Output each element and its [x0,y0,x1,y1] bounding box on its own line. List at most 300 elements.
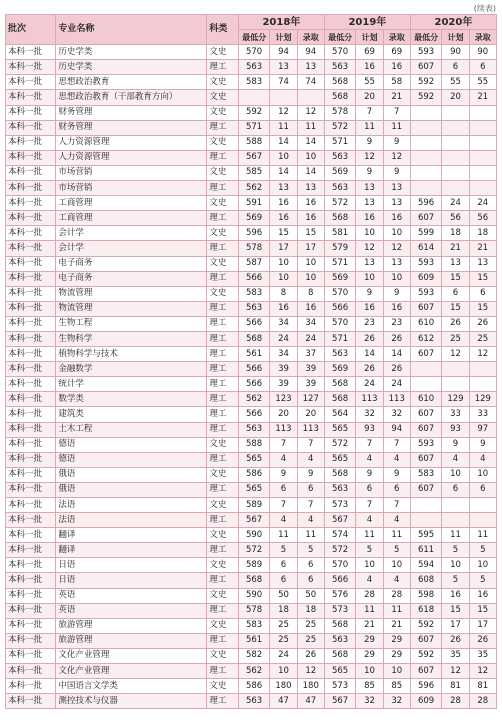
cell-min-score-2018: 563 [238,694,269,709]
header-plan: 计划 [270,30,297,45]
cell-admitted-2020: 10 [469,467,496,482]
cell-major: 生物科学 [56,331,207,346]
cell-admitted-2018: 10 [297,256,324,271]
cell-admitted-2019: 12 [383,241,410,256]
cell-plan-2020: 129 [442,392,469,407]
cell-plan-2018: 34 [270,347,297,362]
cell-admitted-2018 [297,90,324,105]
cell-plan-2018: 6 [270,558,297,573]
cell-batch: 本科一批 [6,362,56,377]
cell-major: 测控技术与仪器 [56,694,207,709]
cell-min-score-2020: 609 [410,694,441,709]
cell-major: 数学类 [56,392,207,407]
cell-min-score-2018: 569 [238,211,269,226]
cell-plan-2020: 33 [442,407,469,422]
cell-major: 英语 [56,603,207,618]
cell-batch: 本科一批 [6,573,56,588]
cell-major: 土木工程 [56,422,207,437]
table-row [6,573,497,588]
cell-admitted-2019: 32 [383,407,410,422]
table-row [6,392,497,407]
cell-admitted-2020: 6 [469,482,496,497]
cell-batch: 本科一批 [6,45,56,60]
cell-admitted-2019: 16 [383,60,410,75]
cell-min-score-2018: 566 [238,362,269,377]
cell-plan-2020: 90 [442,45,469,60]
table-row [6,618,497,633]
cell-min-score-2020 [410,135,441,150]
table-row [6,664,497,679]
cell-batch: 本科一批 [6,135,56,150]
table-row [6,105,497,120]
cell-category: 理工 [207,482,238,497]
cell-category: 文史 [207,226,238,241]
cell-plan-2020 [442,165,469,180]
cell-min-score-2020: 611 [410,543,441,558]
cell-min-score-2020: 599 [410,226,441,241]
cell-plan-2020: 26 [442,316,469,331]
cell-min-score-2020: 593 [410,286,441,301]
cell-admitted-2018: 12 [297,105,324,120]
cell-category: 理工 [207,407,238,422]
table-row [6,513,497,528]
cell-plan-2018: 13 [270,60,297,75]
cell-min-score-2019: 568 [324,392,355,407]
cell-category: 理工 [207,120,238,135]
cell-major: 市场营销 [56,181,207,196]
cell-category: 理工 [207,543,238,558]
cell-plan-2020 [442,513,469,528]
cell-plan-2020: 15 [442,271,469,286]
continued-note: (续表) [473,4,496,13]
cell-admitted-2019: 16 [383,211,410,226]
cell-plan-2020: 16 [442,588,469,603]
header-plan: 计划 [356,30,383,45]
cell-admitted-2020 [469,105,496,120]
cell-plan-2020: 5 [442,543,469,558]
cell-batch: 本科一批 [6,558,56,573]
cell-plan-2018: 50 [270,588,297,603]
cell-admitted-2019: 7 [383,498,410,513]
cell-min-score-2020: 607 [410,211,441,226]
cell-category: 理工 [207,271,238,286]
cell-category: 理工 [207,633,238,648]
table-row [6,150,497,165]
cell-min-score-2019: 568 [324,90,355,105]
cell-batch: 本科一批 [6,211,56,226]
cell-admitted-2018: 25 [297,618,324,633]
cell-min-score-2020: 592 [410,648,441,663]
table-row [6,60,497,75]
cell-batch: 本科一批 [6,331,56,346]
cell-plan-2018: 123 [270,392,297,407]
cell-major: 人力资源管理 [56,150,207,165]
cell-plan-2020: 12 [442,347,469,362]
cell-admitted-2020: 26 [469,633,496,648]
cell-min-score-2018: 562 [238,392,269,407]
table-row [6,347,497,362]
cell-plan-2018: 12 [270,105,297,120]
cell-batch: 本科一批 [6,60,56,75]
cell-admitted-2018: 7 [297,498,324,513]
cell-plan-2020: 6 [442,286,469,301]
cell-plan-2018: 39 [270,362,297,377]
header-admitted: 录取 [469,30,496,45]
cell-admitted-2018: 5 [297,543,324,558]
cell-plan-2020: 15 [442,603,469,618]
cell-plan-2019: 4 [356,452,383,467]
cell-plan-2019: 14 [356,347,383,362]
cell-batch: 本科一批 [6,543,56,558]
cell-min-score-2019: 572 [324,120,355,135]
cell-min-score-2019: 567 [324,694,355,709]
cell-major: 会计学 [56,226,207,241]
cell-batch: 本科一批 [6,316,56,331]
cell-batch: 本科一批 [6,603,56,618]
cell-plan-2020: 55 [442,75,469,90]
header-admitted: 录取 [297,30,324,45]
cell-min-score-2019: 564 [324,407,355,422]
cell-plan-2019: 10 [356,271,383,286]
cell-admitted-2020 [469,120,496,135]
cell-admitted-2020: 33 [469,407,496,422]
cell-admitted-2018: 50 [297,588,324,603]
table-row [6,226,497,241]
table-row [6,286,497,301]
cell-major: 电子商务 [56,256,207,271]
cell-major: 植物科学与技术 [56,347,207,362]
cell-admitted-2020: 35 [469,648,496,663]
cell-plan-2019: 29 [356,633,383,648]
table-row [6,467,497,482]
cell-major: 物流管理 [56,301,207,316]
header-min-score: 最低分 [410,30,441,45]
cell-admitted-2019: 29 [383,633,410,648]
cell-plan-2020: 4 [442,452,469,467]
cell-min-score-2020: 607 [410,422,441,437]
cell-min-score-2019: 563 [324,150,355,165]
cell-min-score-2019: 568 [324,211,355,226]
cell-major: 翻译 [56,528,207,543]
cell-plan-2019: 21 [356,618,383,633]
cell-min-score-2018: 588 [238,135,269,150]
cell-batch: 本科一批 [6,105,56,120]
cell-plan-2019: 32 [356,694,383,709]
cell-admitted-2020: 21 [469,90,496,105]
table-row [6,331,497,346]
cell-admitted-2020: 5 [469,543,496,558]
cell-min-score-2020 [410,181,441,196]
cell-admitted-2019: 9 [383,467,410,482]
table-row [6,120,497,135]
cell-batch: 本科一批 [6,256,56,271]
table-row [6,196,497,211]
header-year-2018: 2018年 [238,15,324,30]
cell-plan-2019: 11 [356,603,383,618]
cell-admitted-2019: 4 [383,452,410,467]
cell-min-score-2018: 561 [238,347,269,362]
cell-plan-2020: 17 [442,618,469,633]
cell-plan-2019: 11 [356,528,383,543]
cell-min-score-2018: 566 [238,407,269,422]
cell-plan-2018: 7 [270,498,297,513]
cell-admitted-2018: 6 [297,482,324,497]
cell-admitted-2020 [469,150,496,165]
cell-min-score-2018: 578 [238,603,269,618]
cell-major: 工商管理 [56,211,207,226]
cell-admitted-2019: 26 [383,362,410,377]
cell-plan-2019: 20 [356,90,383,105]
cell-admitted-2019: 113 [383,392,410,407]
cell-admitted-2020 [469,135,496,150]
cell-plan-2018: 5 [270,543,297,558]
cell-plan-2020: 20 [442,90,469,105]
cell-category: 文史 [207,75,238,90]
cell-major: 翻译 [56,543,207,558]
cell-category: 文史 [207,467,238,482]
cell-admitted-2019: 24 [383,377,410,392]
cell-category: 理工 [207,452,238,467]
cell-plan-2018: 16 [270,211,297,226]
cell-min-score-2019: 563 [324,633,355,648]
cell-plan-2020 [442,377,469,392]
cell-plan-2019: 5 [356,543,383,558]
header-year-2020: 2020年 [410,15,496,30]
cell-batch: 本科一批 [6,75,56,90]
cell-category: 理工 [207,513,238,528]
cell-min-score-2020: 593 [410,437,441,452]
cell-admitted-2018: 8 [297,286,324,301]
cell-min-score-2018: 578 [238,241,269,256]
cell-admitted-2020: 15 [469,301,496,316]
cell-min-score-2020: 594 [410,558,441,573]
table-row [6,211,497,226]
cell-category: 理工 [207,347,238,362]
cell-batch: 本科一批 [6,196,56,211]
cell-category: 文史 [207,437,238,452]
cell-plan-2019: 13 [356,181,383,196]
cell-admitted-2019: 13 [383,196,410,211]
cell-min-score-2020: 608 [410,573,441,588]
cell-plan-2020 [442,105,469,120]
cell-min-score-2020: 592 [410,90,441,105]
cell-major: 统计学 [56,377,207,392]
cell-category: 文史 [207,679,238,694]
cell-plan-2018: 20 [270,407,297,422]
cell-min-score-2019: 567 [324,513,355,528]
cell-admitted-2019: 10 [383,271,410,286]
cell-admitted-2020: 17 [469,618,496,633]
cell-min-score-2018: 565 [238,452,269,467]
cell-min-score-2018: 589 [238,558,269,573]
cell-min-score-2019: 570 [324,316,355,331]
cell-plan-2019: 26 [356,362,383,377]
cell-min-score-2020: 607 [410,347,441,362]
cell-min-score-2020: 596 [410,196,441,211]
cell-plan-2019: 7 [356,437,383,452]
cell-admitted-2018: 127 [297,392,324,407]
cell-min-score-2018: 586 [238,467,269,482]
cell-min-score-2019: 568 [324,618,355,633]
cell-admitted-2018: 4 [297,513,324,528]
cell-batch: 本科一批 [6,498,56,513]
table-row [6,362,497,377]
cell-major: 文化产业管理 [56,648,207,663]
cell-min-score-2018: 566 [238,271,269,286]
cell-min-score-2019: 576 [324,588,355,603]
cell-admitted-2019: 21 [383,90,410,105]
cell-admitted-2019: 26 [383,331,410,346]
cell-min-score-2018: 572 [238,543,269,558]
cell-admitted-2020: 56 [469,211,496,226]
cell-major: 日语 [56,573,207,588]
cell-plan-2019: 10 [356,664,383,679]
cell-admitted-2018: 37 [297,347,324,362]
cell-plan-2019: 10 [356,226,383,241]
cell-min-score-2019: 569 [324,362,355,377]
cell-plan-2018: 10 [270,271,297,286]
admission-score-table [5,14,497,709]
cell-category: 理工 [207,664,238,679]
table-row [6,165,497,180]
cell-admitted-2020 [469,362,496,377]
cell-admitted-2019: 11 [383,120,410,135]
table-row [6,135,497,150]
cell-category: 文史 [207,105,238,120]
cell-major: 历史学类 [56,45,207,60]
cell-admitted-2019: 9 [383,165,410,180]
header-admitted: 录取 [383,30,410,45]
cell-plan-2019: 55 [356,75,383,90]
cell-admitted-2019: 14 [383,347,410,362]
table-row [6,482,497,497]
cell-major: 旅游管理 [56,618,207,633]
table-row [6,437,497,452]
cell-category: 理工 [207,422,238,437]
cell-admitted-2018: 16 [297,211,324,226]
cell-major: 工商管理 [56,196,207,211]
cell-category: 文史 [207,90,238,105]
cell-min-score-2020: 607 [410,633,441,648]
cell-min-score-2020: 592 [410,618,441,633]
cell-admitted-2020: 129 [469,392,496,407]
cell-batch: 本科一批 [6,407,56,422]
cell-min-score-2020 [410,150,441,165]
table-row [6,528,497,543]
cell-category: 理工 [207,211,238,226]
cell-admitted-2019: 23 [383,316,410,331]
cell-admitted-2020: 24 [469,196,496,211]
cell-admitted-2018: 180 [297,679,324,694]
cell-min-score-2019: 563 [324,347,355,362]
cell-category: 文史 [207,45,238,60]
cell-batch: 本科一批 [6,679,56,694]
cell-min-score-2018: 567 [238,150,269,165]
cell-plan-2020: 24 [442,196,469,211]
cell-min-score-2020: 607 [410,60,441,75]
cell-admitted-2020 [469,377,496,392]
cell-admitted-2018: 39 [297,377,324,392]
cell-admitted-2020: 16 [469,588,496,603]
table-row [6,181,497,196]
cell-batch: 本科一批 [6,150,56,165]
cell-plan-2020: 26 [442,633,469,648]
cell-min-score-2019: 572 [324,543,355,558]
cell-admitted-2018: 7 [297,437,324,452]
table-row [6,452,497,467]
cell-category: 文史 [207,588,238,603]
cell-plan-2020 [442,135,469,150]
cell-plan-2018: 9 [270,467,297,482]
header-batch: 批次 [6,15,56,45]
cell-min-score-2020 [410,377,441,392]
cell-admitted-2019: 10 [383,558,410,573]
cell-min-score-2018: 568 [238,573,269,588]
cell-major: 电子商务 [56,271,207,286]
cell-min-score-2018: 562 [238,181,269,196]
cell-plan-2018: 25 [270,633,297,648]
table-row [6,498,497,513]
cell-batch: 本科一批 [6,664,56,679]
cell-plan-2018: 16 [270,196,297,211]
cell-admitted-2019: 11 [383,528,410,543]
cell-min-score-2018: 591 [238,196,269,211]
cell-min-score-2020: 607 [410,664,441,679]
cell-min-score-2018: 563 [238,301,269,316]
cell-min-score-2018: 585 [238,165,269,180]
cell-plan-2019: 26 [356,331,383,346]
cell-admitted-2019: 58 [383,75,410,90]
cell-min-score-2018: 562 [238,664,269,679]
cell-major: 法语 [56,513,207,528]
cell-min-score-2019: 570 [324,45,355,60]
cell-category: 理工 [207,316,238,331]
cell-batch: 本科一批 [6,588,56,603]
cell-batch: 本科一批 [6,452,56,467]
cell-min-score-2020: 607 [410,301,441,316]
cell-plan-2019: 113 [356,392,383,407]
cell-batch: 本科一批 [6,286,56,301]
cell-plan-2019: 4 [356,573,383,588]
cell-admitted-2018: 6 [297,558,324,573]
cell-min-score-2019: 581 [324,226,355,241]
cell-admitted-2018: 10 [297,271,324,286]
cell-admitted-2019: 9 [383,286,410,301]
table-row [6,603,497,618]
cell-batch: 本科一批 [6,513,56,528]
cell-min-score-2019: 571 [324,135,355,150]
cell-plan-2019: 7 [356,105,383,120]
cell-plan-2018: 14 [270,165,297,180]
cell-plan-2020: 56 [442,211,469,226]
table-row [6,241,497,256]
cell-admitted-2020: 9 [469,437,496,452]
cell-admitted-2019: 13 [383,181,410,196]
cell-major: 生物工程 [56,316,207,331]
cell-min-score-2019: 563 [324,60,355,75]
header-major: 专业名称 [56,15,207,45]
cell-min-score-2019: 566 [324,301,355,316]
cell-min-score-2018: 567 [238,513,269,528]
cell-admitted-2020 [469,498,496,513]
cell-plan-2020: 12 [442,664,469,679]
cell-admitted-2018: 39 [297,362,324,377]
cell-plan-2018: 74 [270,75,297,90]
cell-major: 物流管理 [56,286,207,301]
cell-batch: 本科一批 [6,422,56,437]
cell-category: 文史 [207,165,238,180]
cell-plan-2019: 4 [356,513,383,528]
